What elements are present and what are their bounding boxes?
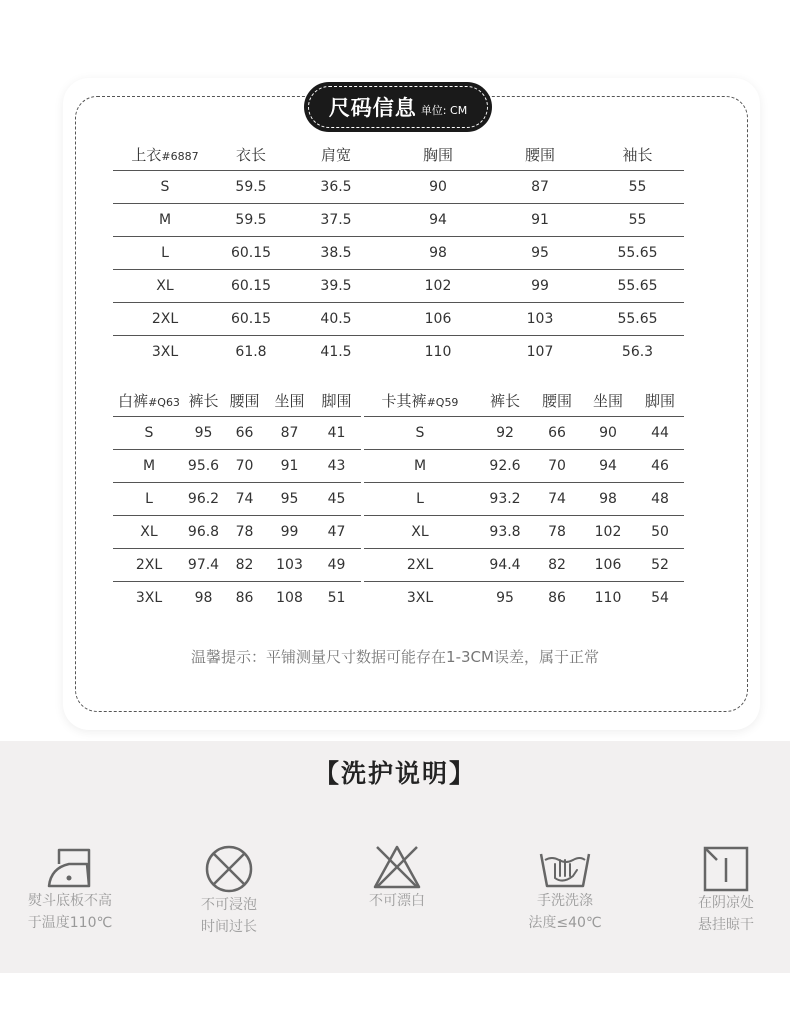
measurement-cell: 59.5 (217, 203, 285, 236)
measurement-cell: 98 (580, 482, 636, 515)
measurement-cell: 45 (312, 482, 361, 515)
measurement-cell: 102 (387, 269, 489, 302)
measurement-cell: 110 (580, 581, 636, 614)
measurement-cell: 90 (387, 170, 489, 203)
table-row (364, 581, 684, 614)
measurement-cell: 37.5 (285, 203, 387, 236)
measurement-cell: 61.8 (217, 335, 285, 368)
measurement-cell: 55 (591, 170, 684, 203)
white-pants-size-table (113, 386, 361, 614)
table-row (113, 548, 361, 581)
no-soak-icon (204, 844, 254, 894)
table-row (113, 416, 361, 449)
column-header: 肩宽 (320, 146, 351, 165)
size-label-cell: L (113, 236, 217, 269)
measurement-cell: 93.2 (476, 482, 534, 515)
measurement-cell: 49 (312, 548, 361, 581)
table-title-main: 上衣 (131, 146, 162, 165)
column-header: 裤长 (489, 392, 520, 411)
measurement-cell: 103 (489, 302, 591, 335)
column-header: 腰围 (524, 146, 555, 165)
measurement-cell: 99 (489, 269, 591, 302)
measurement-cell: 60.15 (217, 236, 285, 269)
measurement-cell: 99 (267, 515, 312, 548)
measurement-cell: 95 (185, 416, 222, 449)
measurement-cell: 98 (387, 236, 489, 269)
table-row (113, 203, 684, 236)
measurement-cell: 66 (534, 416, 580, 449)
measurement-cell: 55 (591, 203, 684, 236)
care-item-line-dry-shade (651, 846, 790, 936)
care-label-line1: 不可漂白 (369, 893, 425, 909)
care-item-hand-wash (490, 846, 640, 934)
size-label-cell: 2XL (364, 548, 476, 581)
table-title-code: #6887 (161, 150, 199, 164)
size-label-cell: 3XL (113, 335, 217, 368)
size-label-cell: XL (113, 269, 217, 302)
measurement-cell: 55.65 (591, 236, 684, 269)
measurement-cell: 107 (489, 335, 591, 368)
table-row (364, 515, 684, 548)
measurement-tip: 温馨提示：平铺测量尺寸数据可能存在1-3CM误差，属于正常 (191, 648, 599, 666)
measurement-cell: 98 (185, 581, 222, 614)
column-header: 脚围 (321, 392, 352, 411)
measurement-cell: 106 (580, 548, 636, 581)
size-label-cell: L (364, 482, 476, 515)
measurement-cell: 60.15 (217, 269, 285, 302)
table-title (113, 386, 185, 416)
badge-dashed-outline (308, 86, 488, 128)
measurement-cell: 48 (636, 482, 684, 515)
measurement-cell: 87 (267, 416, 312, 449)
size-label-cell: 2XL (113, 548, 185, 581)
column-header: 坐围 (592, 392, 623, 411)
measurement-cell: 91 (489, 203, 591, 236)
measurement-cell: 92 (476, 416, 534, 449)
measurement-cell: 91 (267, 449, 312, 482)
measurement-cell: 54 (636, 581, 684, 614)
measurement-cell: 66 (222, 416, 267, 449)
measurement-cell: 106 (387, 302, 489, 335)
measurement-cell: 36.5 (285, 170, 387, 203)
size-label-cell: S (113, 416, 185, 449)
size-label-cell: 2XL (113, 302, 217, 335)
measurement-cell: 95 (489, 236, 591, 269)
measurement-cell: 74 (534, 482, 580, 515)
table-title (113, 140, 217, 170)
size-label-cell: XL (113, 515, 185, 548)
column-header: 胸围 (422, 146, 453, 165)
size-info-badge (304, 82, 492, 132)
measurement-cell: 70 (534, 449, 580, 482)
column-header: 裤长 (188, 392, 219, 411)
care-item-no-bleach (322, 844, 472, 912)
measurement-cell: 96.2 (185, 482, 222, 515)
measurement-cell: 41.5 (285, 335, 387, 368)
measurement-cell: 47 (312, 515, 361, 548)
column-header: 衣长 (235, 146, 266, 165)
measurement-cell: 55.65 (591, 269, 684, 302)
care-label-line1: 在阴凉处 (698, 895, 754, 911)
measurement-cell: 50 (636, 515, 684, 548)
care-label-line2: 时间过长 (201, 919, 257, 935)
measurement-cell: 78 (222, 515, 267, 548)
measurement-cell: 55.65 (591, 302, 684, 335)
measurement-cell: 82 (534, 548, 580, 581)
table-row (113, 335, 684, 368)
iron-icon (45, 846, 95, 890)
table-row (364, 416, 684, 449)
measurement-cell: 95 (476, 581, 534, 614)
badge-title: 尺码信息 (328, 96, 417, 120)
measurement-cell: 92.6 (476, 449, 534, 482)
measurement-cell: 108 (267, 581, 312, 614)
hand-wash-icon (537, 846, 593, 890)
measurement-cell: 56.3 (591, 335, 684, 368)
no-bleach-icon (372, 844, 422, 890)
column-header: 袖长 (622, 146, 653, 165)
care-label-line2: 悬挂晾干 (698, 917, 754, 933)
table-row (113, 482, 361, 515)
measurement-cell: 86 (222, 581, 267, 614)
table-title-main: 卡其裤 (381, 392, 427, 411)
column-header: 脚围 (644, 392, 675, 411)
measurement-cell: 44 (636, 416, 684, 449)
measurement-cell: 52 (636, 548, 684, 581)
measurement-cell: 39.5 (285, 269, 387, 302)
size-label-cell: 3XL (113, 581, 185, 614)
size-label-cell: M (113, 449, 185, 482)
measurement-cell: 93.8 (476, 515, 534, 548)
measurement-cell: 87 (489, 170, 591, 203)
care-item-no-soak (154, 844, 304, 938)
khaki-pants-size-table (364, 386, 684, 614)
measurement-cell: 59.5 (217, 170, 285, 203)
measurement-cell: 78 (534, 515, 580, 548)
column-header: 腰围 (229, 392, 260, 411)
size-label-cell: M (364, 449, 476, 482)
measurement-cell: 94 (387, 203, 489, 236)
size-label-cell: S (113, 170, 217, 203)
measurement-cell: 38.5 (285, 236, 387, 269)
measurement-cell: 102 (580, 515, 636, 548)
measurement-cell: 86 (534, 581, 580, 614)
care-label-line1: 熨斗底板不高 (28, 893, 112, 909)
wash-care-title: 【洗护说明】 (313, 759, 476, 788)
measurement-cell: 97.4 (185, 548, 222, 581)
care-label-line1: 手洗洗涤 (537, 893, 593, 909)
measurement-cell: 46 (636, 449, 684, 482)
table-title-main: 白裤 (118, 392, 149, 411)
measurement-cell: 110 (387, 335, 489, 368)
table-row (113, 515, 361, 548)
measurement-cell: 70 (222, 449, 267, 482)
care-label-line1: 不可浸泡 (201, 897, 257, 913)
size-label-cell: XL (364, 515, 476, 548)
line-dry-shade-icon (703, 846, 749, 892)
care-label-line2: 法度≤40℃ (528, 915, 602, 931)
measurement-cell: 41 (312, 416, 361, 449)
table-row (113, 302, 684, 335)
measurement-cell: 82 (222, 548, 267, 581)
column-header: 腰围 (541, 392, 572, 411)
measurement-cell: 103 (267, 548, 312, 581)
measurement-cell: 40.5 (285, 302, 387, 335)
measurement-cell: 60.15 (217, 302, 285, 335)
table-title-code: #Q63 (148, 396, 180, 410)
measurement-cell: 90 (580, 416, 636, 449)
measurement-cell: 95 (267, 482, 312, 515)
table-row (364, 449, 684, 482)
table-row (364, 548, 684, 581)
measurement-cell: 51 (312, 581, 361, 614)
table-row (113, 269, 684, 302)
size-label-cell: 3XL (364, 581, 476, 614)
care-item-iron (0, 846, 145, 934)
care-label-line2: 于温度110℃ (27, 915, 113, 931)
table-row (113, 449, 361, 482)
badge-unit: 单位: CM (420, 104, 468, 117)
measurement-cell: 94.4 (476, 548, 534, 581)
table-row (113, 236, 684, 269)
measurement-cell: 96.8 (185, 515, 222, 548)
measurement-cell: 95.6 (185, 449, 222, 482)
column-header: 坐围 (274, 392, 305, 411)
measurement-cell: 94 (580, 449, 636, 482)
table-row (113, 581, 361, 614)
table-row (364, 482, 684, 515)
table-title-code: #Q59 (426, 396, 459, 410)
top-size-table (113, 140, 684, 368)
size-label-cell: M (113, 203, 217, 236)
table-row (113, 170, 684, 203)
measurement-cell: 43 (312, 449, 361, 482)
table-title (364, 386, 476, 416)
measurement-cell: 74 (222, 482, 267, 515)
size-label-cell: L (113, 482, 185, 515)
size-label-cell: S (364, 416, 476, 449)
